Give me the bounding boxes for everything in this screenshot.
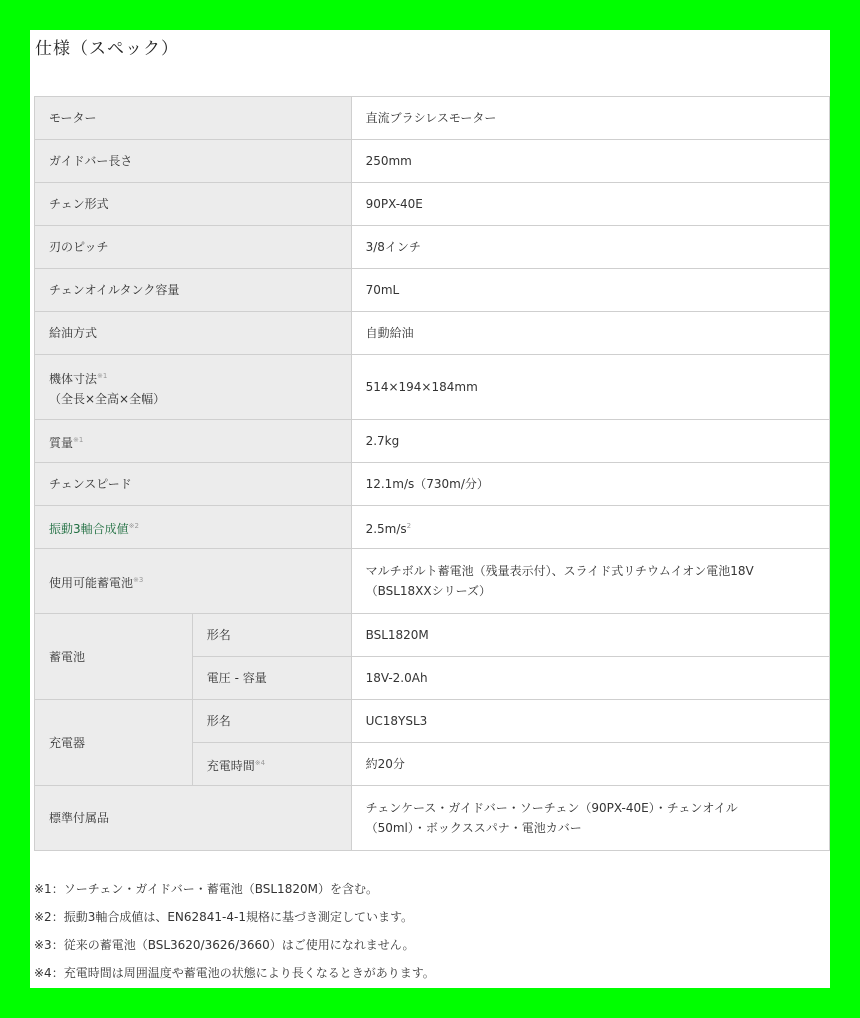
spec-label: チェン形式 [35,183,352,226]
spec-row-battery-model [35,614,830,657]
spec-group-label-charger: 充電器 [35,700,193,786]
footnote: ※1：ソーチェン・ガイドバー・蓄電池（BSL1820M）を含む。 [34,882,378,896]
spec-row-vibration [35,506,830,549]
unit-superscript: 2 [406,521,412,530]
spec-sublabel: 形名 [192,700,351,743]
spec-value [351,786,829,851]
spec-label [35,549,352,614]
spec-value: BSL1820M [351,614,829,657]
note-mark: ※1 [97,371,108,380]
spec-row-usable-battery [35,549,830,614]
spec-panel [30,30,830,988]
footnotes [34,875,435,987]
spec-label: チェンスピード [35,463,352,506]
spec-value-line1: チェンケース・ガイドバー・ソーチェン（90PX-40E）・チェンオイル [365,801,738,815]
note-mark: ※2 [128,521,139,530]
spec-value: UC18YSL3 [351,700,829,743]
spec-value: 18V-2.0Ah [351,657,829,700]
spec-value: 2.7kg [351,420,829,463]
spec-label: 標準付属品 [35,786,352,851]
spec-row-accessories [35,786,830,851]
spec-row-pitch [35,226,830,269]
spec-value: 約20分 [351,743,829,786]
footnote: ※4：充電時間は周囲温度や蓄電池の状態により長くなるときがあります。 [34,966,435,980]
spec-label: チェンオイルタンク容量 [35,269,352,312]
note-mark: ※4 [254,758,266,767]
spec-sublabel-text: 充電時間 [206,758,255,773]
spec-label [35,355,352,420]
spec-value-line1: マルチボルト蓄電池（残量表示付）、スライド式リチウムイオン電池18V [365,564,754,578]
spec-value [351,506,829,549]
note-mark: ※3 [133,575,144,584]
spec-value: 90PX-40E [351,183,829,226]
spec-value: 直流ブラシレスモーター [351,97,829,140]
spec-row-oil-tank [35,269,830,312]
spec-row-charger-model [35,700,830,743]
spec-label-text: 機体寸法 [49,371,98,386]
note-mark: ※1 [73,435,84,444]
spec-row-chain-speed [35,463,830,506]
spec-label-text: 質量 [49,435,74,450]
vibration-link[interactable]: 振動3軸合成値 [49,521,129,536]
spec-label: 給油方式 [35,312,352,355]
spec-row-chain-type [35,183,830,226]
spec-value: 250mm [351,140,829,183]
spec-sublabel [192,743,351,786]
spec-value: 70mL [351,269,829,312]
spec-label: 刃のピッチ [35,226,352,269]
spec-sublabel: 電圧 - 容量 [192,657,351,700]
spec-label-subtext: （全長×全高×全幅） [49,391,166,406]
spec-value: 自動給油 [351,312,829,355]
spec-row-motor [35,97,830,140]
spec-label-text: 使用可能蓄電池 [49,575,134,590]
spec-value [351,549,829,614]
spec-group-label-battery: 蓄電池 [35,614,193,700]
spec-label: ガイドバー長さ [35,140,352,183]
spec-row-weight [35,420,830,463]
spec-value-line2: （BSL18XXシリーズ） [365,584,491,598]
spec-value-text: 2.5m/s [365,521,407,536]
spec-row-guide-bar-length [35,140,830,183]
spec-label [35,420,352,463]
spec-row-dimensions [35,355,830,420]
spec-table [34,96,830,851]
page-title: 仕様（スペック） [35,39,179,59]
spec-sublabel: 形名 [192,614,351,657]
spec-value-line2: （50ml）・ボックススパナ・電池カバー [365,821,582,835]
footnote: ※3：従来の蓄電池（BSL3620/3626/3660）はご使用になれません。 [34,938,415,952]
footnote: ※2：振動3軸合成値は、EN62841-4-1規格に基づき測定しています。 [34,910,414,924]
spec-row-oiling [35,312,830,355]
spec-value: 3/8インチ [351,226,829,269]
spec-value: 514×194×184mm [351,355,829,420]
spec-value: 12.1m/s（730m/分） [351,463,829,506]
spec-label [35,506,352,549]
spec-label: モーター [35,97,352,140]
